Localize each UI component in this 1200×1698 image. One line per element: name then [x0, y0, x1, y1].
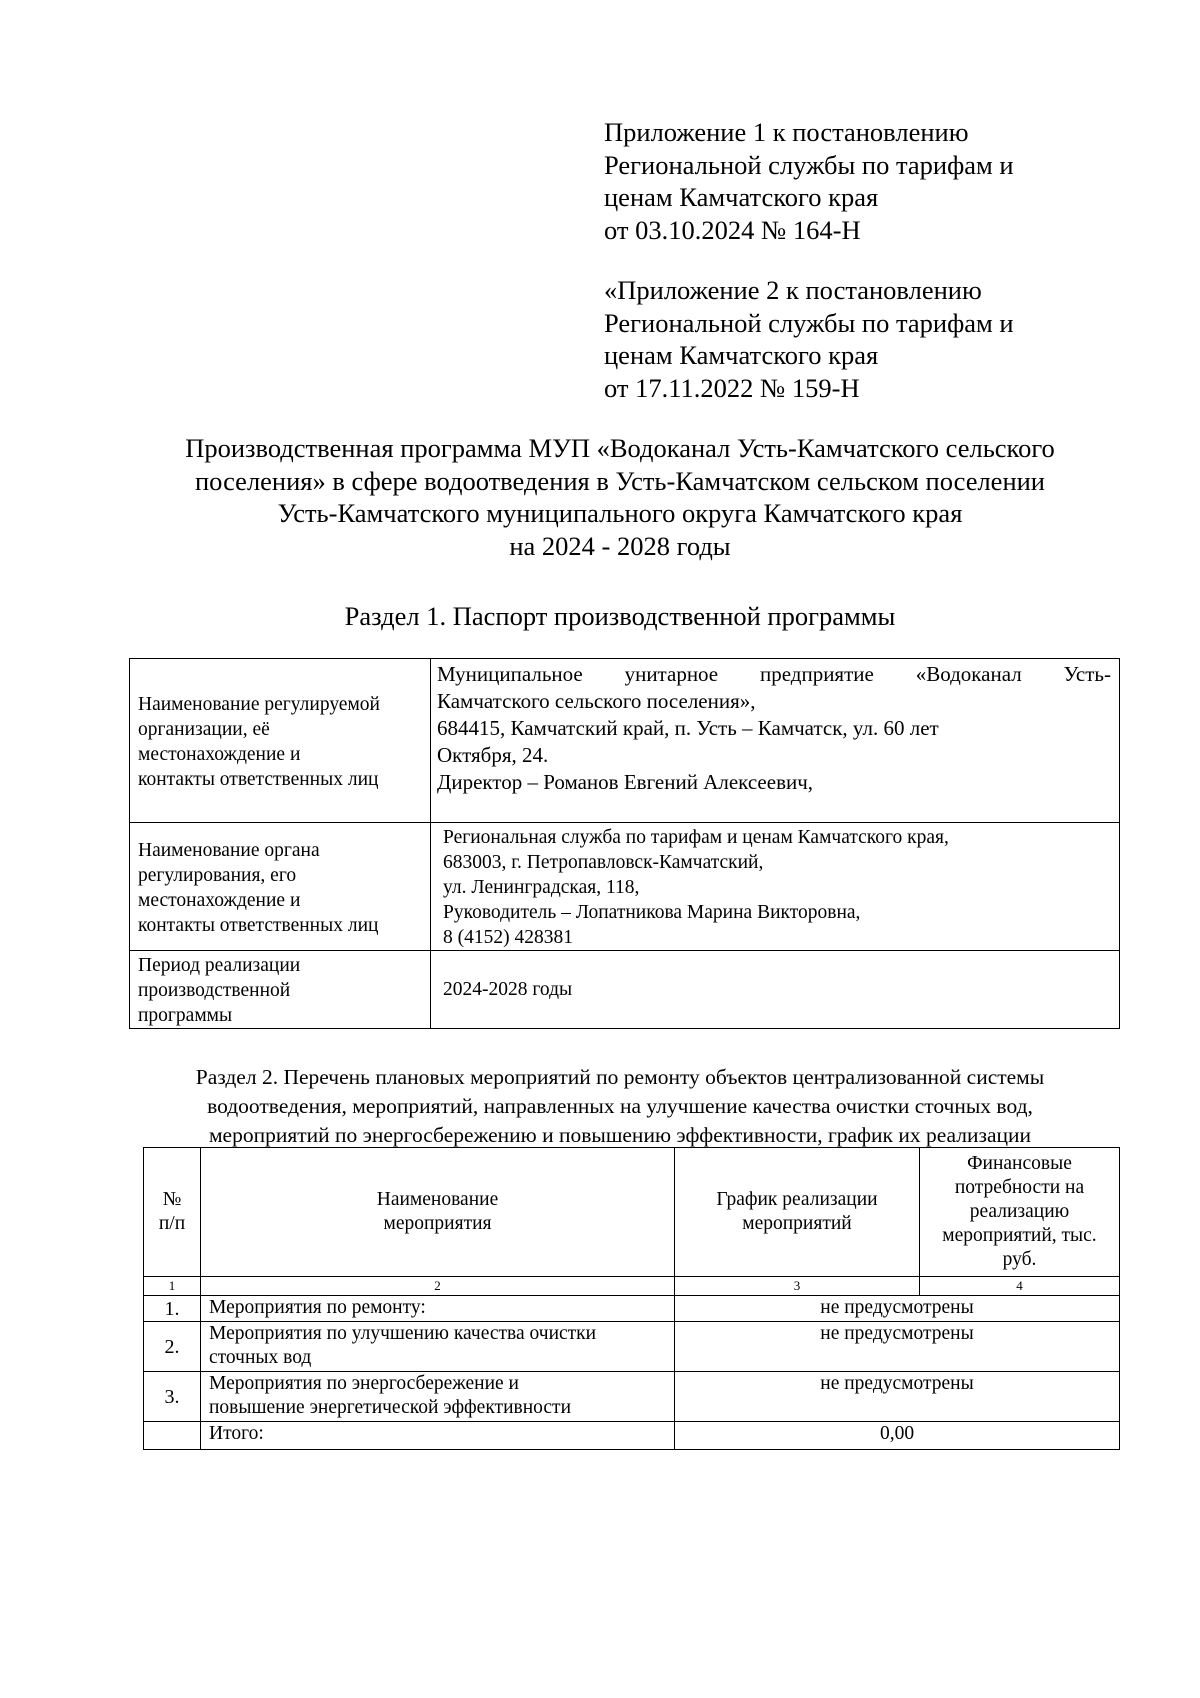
header-number	[144, 1148, 201, 1277]
table-row	[144, 1296, 1120, 1322]
value-line: Директор – Романов Евгений Алексеевич,	[437, 770, 814, 794]
label-line: Наименование регулируемой	[138, 693, 380, 715]
title-line: Усть-Камчатского муниципального округа Камчатского края	[277, 498, 963, 528]
name-line: Мероприятия по энергосбережение и	[209, 1373, 519, 1394]
label-line: контакты ответственных лиц	[138, 914, 379, 936]
passport-value	[431, 823, 1120, 951]
label-line: производственной	[138, 980, 291, 1001]
section-2-heading	[100, 1063, 1140, 1150]
row-index: 2.	[144, 1322, 201, 1372]
name-line: сточных вод	[209, 1347, 312, 1368]
header-line: мероприятий, тыс.	[942, 1225, 1097, 1246]
title-line: поселения» в сфере водоотведения в Усть-Камчатском сельском поселении	[195, 465, 1045, 496]
header-line: График реализации	[716, 1189, 878, 1210]
label-line: регулирования, его	[138, 864, 297, 886]
appendix-line: Региональной службы по тарифам и	[604, 307, 1014, 338]
document-title	[100, 432, 1140, 562]
passport-row-regulator	[130, 823, 1120, 951]
value-line: 8 (4152) 428381	[443, 927, 573, 948]
value-line: Региональная служба по тарифам и ценам Камчатского края,	[443, 827, 949, 848]
row-name	[201, 1372, 675, 1422]
table-row	[144, 1372, 1120, 1422]
header-line: руб.	[1002, 1249, 1037, 1270]
label-line: Наименование органа	[138, 839, 320, 861]
name-line: Мероприятия по улучшению качества очистки	[209, 1323, 597, 1344]
label-line: Период реализации	[138, 955, 301, 976]
title-line: на 2024 - 2028 годы	[509, 530, 731, 561]
passport-label	[130, 823, 431, 951]
appendix-line: от 03.10.2024 № 164-Н	[604, 214, 861, 245]
row-index: 3.	[144, 1372, 201, 1422]
row-value: не предусмотрены	[675, 1296, 1120, 1322]
appendix-line: ценам Камчатского края	[604, 340, 879, 370]
table-header-row	[144, 1148, 1120, 1277]
value-line: Муниципальное унитарное предприятие «Водоканал Усть-	[437, 662, 1111, 686]
header-line: мероприятия	[383, 1213, 492, 1234]
appendix-line: от 17.11.2022 № 159-Н	[604, 372, 860, 403]
title-line: Производственная программа МУП «Водоканал Усть-Камчатского сельского	[185, 433, 1055, 463]
value-line: Октября, 24.	[437, 743, 549, 767]
name-line: повышение энергетической эффективности	[209, 1397, 572, 1418]
appendix-line: Региональной службы по тарифам и	[604, 149, 1014, 180]
heading-line: мероприятий по энергосбережению и повышению эффективности, график их реализации	[208, 1123, 1032, 1147]
passport-label	[130, 659, 431, 823]
column-numbers-row	[144, 1277, 1120, 1296]
total-value: 0,00	[675, 1422, 1120, 1450]
header-line: Финансовые	[967, 1153, 1072, 1174]
value-line: 684415, Камчатский край, п. Усть – Камчатск, ул. 60 лет	[437, 716, 939, 740]
header-line: №	[162, 1189, 182, 1210]
row-value: не предусмотрены	[675, 1372, 1120, 1422]
passport-value: 2024-2028 годы	[431, 951, 1120, 1029]
label-line: организации, её	[138, 718, 270, 740]
header-line: п/п	[158, 1213, 186, 1234]
header-line: реализацию	[969, 1201, 1070, 1222]
passport-row-organization	[130, 659, 1120, 823]
measures-table	[143, 1147, 1120, 1450]
passport-table	[129, 658, 1120, 1029]
label-line: контакты ответственных лиц	[138, 768, 379, 790]
appendix-2-reference	[604, 274, 1164, 404]
table-total-row	[144, 1422, 1120, 1450]
appendix-line: Приложение 1 к постановлению	[604, 117, 969, 147]
label-line: местонахождение и	[138, 889, 301, 911]
total-index-empty	[144, 1422, 201, 1450]
column-number: 2	[201, 1277, 675, 1296]
row-value: не предусмотрены	[675, 1322, 1120, 1372]
row-name	[201, 1322, 675, 1372]
value-line: 683003, г. Петропавловск-Камчатский,	[443, 852, 764, 873]
header-schedule	[675, 1148, 920, 1277]
header-financing	[920, 1148, 1120, 1277]
appendix-line: ценам Камчатского края	[604, 182, 879, 212]
heading-line: Раздел 2. Перечень плановых мероприятий по ремонту объектов централизованной системы	[195, 1065, 1045, 1089]
value-line: ул. Ленинградская, 118,	[443, 877, 640, 898]
label-line: программы	[138, 1005, 233, 1026]
table-row	[144, 1322, 1120, 1372]
label-line: местонахождение и	[138, 743, 301, 765]
passport-row-period	[130, 951, 1120, 1029]
row-name	[201, 1296, 675, 1322]
row-index: 1.	[144, 1296, 201, 1322]
header-line: Наименование	[376, 1189, 499, 1210]
value-line: Камчатского сельского поселения»,	[437, 689, 756, 713]
column-number: 1	[144, 1277, 201, 1296]
name-line: Мероприятия по ремонту:	[209, 1297, 426, 1318]
section-1-heading: Раздел 1. Паспорт производственной программы	[344, 601, 896, 631]
appendix-line: «Приложение 2 к постановлению	[604, 275, 982, 305]
column-number: 3	[675, 1277, 920, 1296]
heading-line: водоотведения, мероприятий, направленных на улучшение качества очистки сточных вод,	[207, 1094, 1033, 1118]
column-number: 4	[920, 1277, 1120, 1296]
header-line: мероприятий	[742, 1213, 852, 1234]
appendix-1-reference	[604, 116, 1164, 246]
total-label: Итого:	[201, 1422, 675, 1450]
passport-value	[431, 659, 1120, 823]
header-name	[201, 1148, 675, 1277]
header-line: потребности на	[954, 1177, 1085, 1198]
passport-label	[130, 951, 431, 1029]
value-line: Руководитель – Лопатникова Марина Викторовна,	[443, 902, 861, 923]
